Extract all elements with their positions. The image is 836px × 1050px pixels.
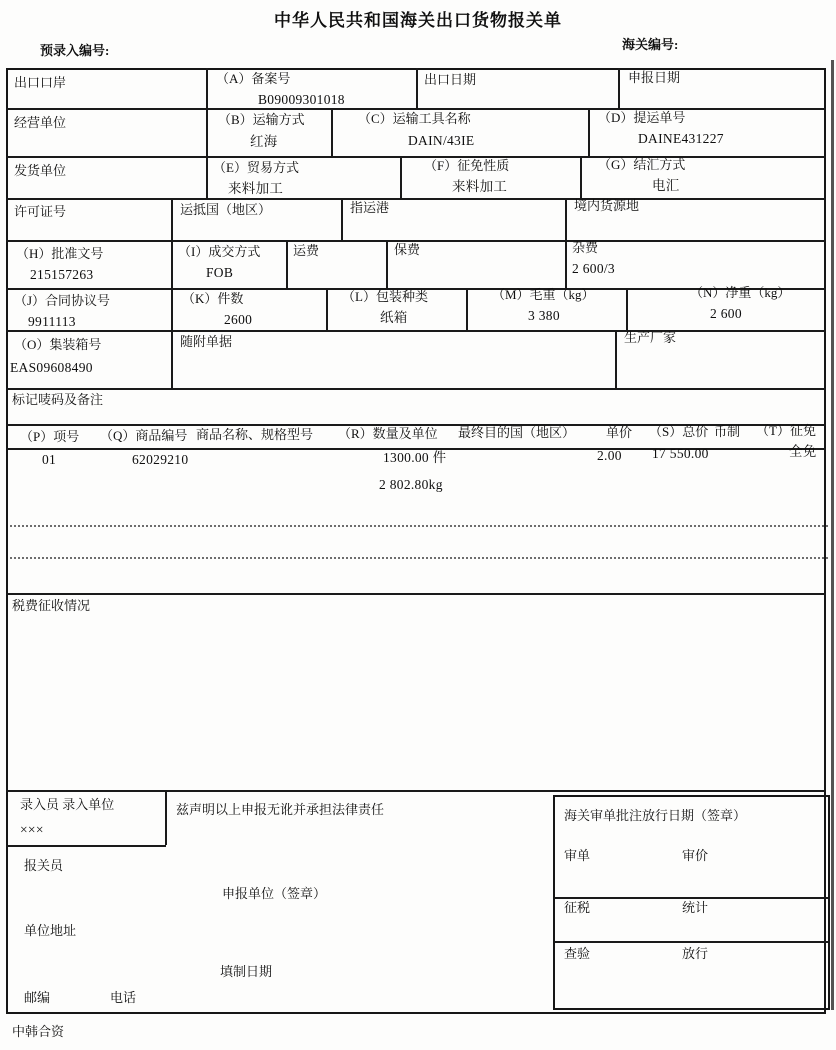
trade-mode-value: 来料加工	[228, 181, 284, 196]
declaring-unit-label: 申报单位（签章）	[222, 886, 327, 901]
packing-type-value: 纸箱	[380, 310, 408, 325]
record-number-label: （A）备案号	[216, 71, 291, 86]
bill-number-value: DAINE431227	[638, 131, 724, 146]
grid-line	[171, 288, 173, 330]
grid-line	[165, 790, 167, 845]
form-title: 中华人民共和国海关出口货物报关单	[274, 11, 562, 30]
approval-number-value: 215157263	[30, 267, 94, 282]
grid-line	[6, 593, 826, 595]
misc-fee-label: 杂费	[572, 240, 599, 255]
gross-weight-label: （M）毛重（kg）	[492, 287, 595, 302]
settlement-mode-value: 电汇	[652, 178, 680, 193]
grid-line	[580, 156, 582, 198]
grid-line	[171, 198, 173, 240]
contract-number-label: （J）合同协议号	[14, 293, 111, 308]
net-weight-value: 2 600	[710, 306, 742, 321]
phone-label: 电话	[110, 990, 137, 1005]
exemption-nature-value: 来料加工	[452, 179, 508, 194]
customs-number-label: 海关编号:	[622, 37, 679, 52]
item-number: 01	[42, 452, 57, 467]
col-header-commodity-code: （Q）商品编号	[100, 428, 188, 443]
container-number-value: EAS09608490	[10, 360, 93, 375]
grid-line	[206, 156, 208, 198]
inspection-label: 查验	[564, 946, 591, 961]
transport-name-label: （C）运输工具名称	[358, 111, 471, 126]
item-total-price: 17 550.00	[652, 446, 709, 461]
grid-line	[588, 108, 590, 156]
insurance-label: 保费	[394, 242, 421, 257]
item-unit-price: 2.00	[597, 448, 622, 463]
joint-venture-note: 中韩合资	[12, 1024, 65, 1039]
grid-line	[326, 288, 328, 330]
shipper-label: 发货单位	[14, 163, 67, 178]
terms-of-trade-value: FOB	[206, 265, 234, 280]
grid-line	[565, 240, 567, 288]
bill-number-label: （D）提运单号	[598, 110, 686, 125]
taxation-label: 征税	[564, 900, 591, 915]
grid-line	[618, 68, 620, 108]
grid-line	[206, 68, 208, 108]
item-quantity-line1: 1300.00 件	[383, 450, 447, 465]
operator-label: 经营单位	[14, 115, 67, 130]
item-exemption: 全免	[789, 444, 817, 459]
col-header-currency: 币制	[714, 424, 741, 439]
col-header-total-price: （S）总价	[649, 424, 709, 439]
grid-line	[626, 288, 628, 330]
grid-line	[386, 240, 388, 288]
grid-line	[6, 790, 826, 792]
declare-date-label: 申报日期	[628, 70, 681, 85]
fill-date-label: 填制日期	[220, 964, 273, 979]
dashed-separator	[10, 557, 828, 559]
grid-line	[286, 240, 288, 288]
exemption-nature-label: （F）征免性质	[424, 158, 510, 173]
grid-line	[6, 198, 826, 200]
grid-line	[6, 156, 826, 158]
transport-mode-label: （B）运输方式	[218, 112, 305, 127]
scan-edge-artifact	[831, 60, 834, 1010]
grid-line	[331, 108, 333, 156]
contract-number-value: 9911113	[28, 314, 76, 329]
grid-line	[6, 388, 826, 390]
pre-entry-number-label: 预录入编号:	[40, 43, 110, 58]
document-review-label: 审单	[564, 848, 591, 863]
terms-of-trade-label: （I）成交方式	[178, 244, 261, 259]
grid-line	[206, 108, 208, 156]
col-header-commodity-name: 商品名称、规格型号	[196, 427, 314, 442]
grid-line	[171, 330, 173, 388]
manufacturer-label: 生产厂家	[624, 330, 677, 345]
col-header-quantity-unit: （R）数量及单位	[338, 426, 438, 441]
packages-label: （K）件数	[182, 291, 244, 306]
grid-line	[6, 108, 826, 110]
trade-mode-label: （E）贸易方式	[213, 160, 299, 175]
release-label: 放行	[682, 946, 709, 961]
item-commodity-code: 62029210	[132, 452, 189, 467]
grid-line	[6, 330, 826, 332]
gross-weight-value: 3 380	[528, 308, 560, 323]
destination-port-label: 指运港	[350, 200, 390, 215]
customs-broker-label: 报关员	[24, 858, 64, 873]
grid-line	[466, 288, 468, 330]
tax-collection-label: 税费征收情况	[12, 598, 91, 613]
dashed-separator	[10, 525, 828, 527]
grid-line	[171, 240, 173, 288]
unit-address-label: 单位地址	[24, 923, 77, 938]
grid-line	[416, 68, 418, 108]
packing-type-label: （L）包装种类	[342, 289, 428, 304]
customs-release-date-label: 海关审单批注放行日期（签章）	[564, 808, 747, 823]
settlement-mode-label: （G）结汇方式	[598, 157, 686, 172]
net-weight-label: （N）净重（kg）	[690, 285, 791, 300]
transport-name-value: DAIN/43IE	[408, 133, 475, 148]
domestic-source-label: 境内货源地	[574, 198, 640, 213]
declaration-statement: 兹声明以上申报无讹并承担法律责任	[176, 802, 385, 817]
record-number-value: B09009301018	[258, 92, 345, 107]
license-number-label: 许可证号	[14, 204, 67, 219]
entry-clerk-value: ×××	[20, 822, 44, 837]
grid-line	[341, 198, 343, 240]
packages-value: 2600	[224, 312, 253, 327]
entry-clerk-label: 录入员 录入单位	[20, 797, 115, 812]
export-date-label: 出口日期	[424, 72, 477, 87]
approval-number-label: （H）批准文号	[16, 246, 104, 261]
misc-fee-value: 2 600/3	[572, 261, 615, 276]
export-port-label: 出口口岸	[14, 75, 67, 90]
marks-remarks-label: 标记唛码及备注	[12, 392, 104, 407]
item-quantity-line2: 2 802.80kg	[379, 477, 443, 492]
price-review-label: 审价	[682, 848, 709, 863]
freight-label: 运费	[293, 243, 320, 258]
col-header-item-no: （P）项号	[20, 429, 80, 444]
col-header-exemption: （T）征免	[756, 423, 816, 438]
transport-mode-value: 红海	[250, 134, 278, 149]
postcode-label: 邮编	[24, 990, 51, 1005]
col-header-unit-price: 单价	[606, 425, 633, 440]
grid-line	[6, 845, 166, 847]
statistics-label: 统计	[682, 900, 709, 915]
grid-line	[565, 198, 567, 240]
destination-country-label: 运抵国（地区）	[180, 202, 272, 217]
grid-line	[400, 156, 402, 198]
col-header-final-destination: 最终目的国（地区）	[458, 425, 576, 440]
attached-documents-label: 随附单据	[180, 334, 233, 349]
grid-line	[615, 330, 617, 388]
container-number-label: （O）集装箱号	[14, 337, 102, 352]
